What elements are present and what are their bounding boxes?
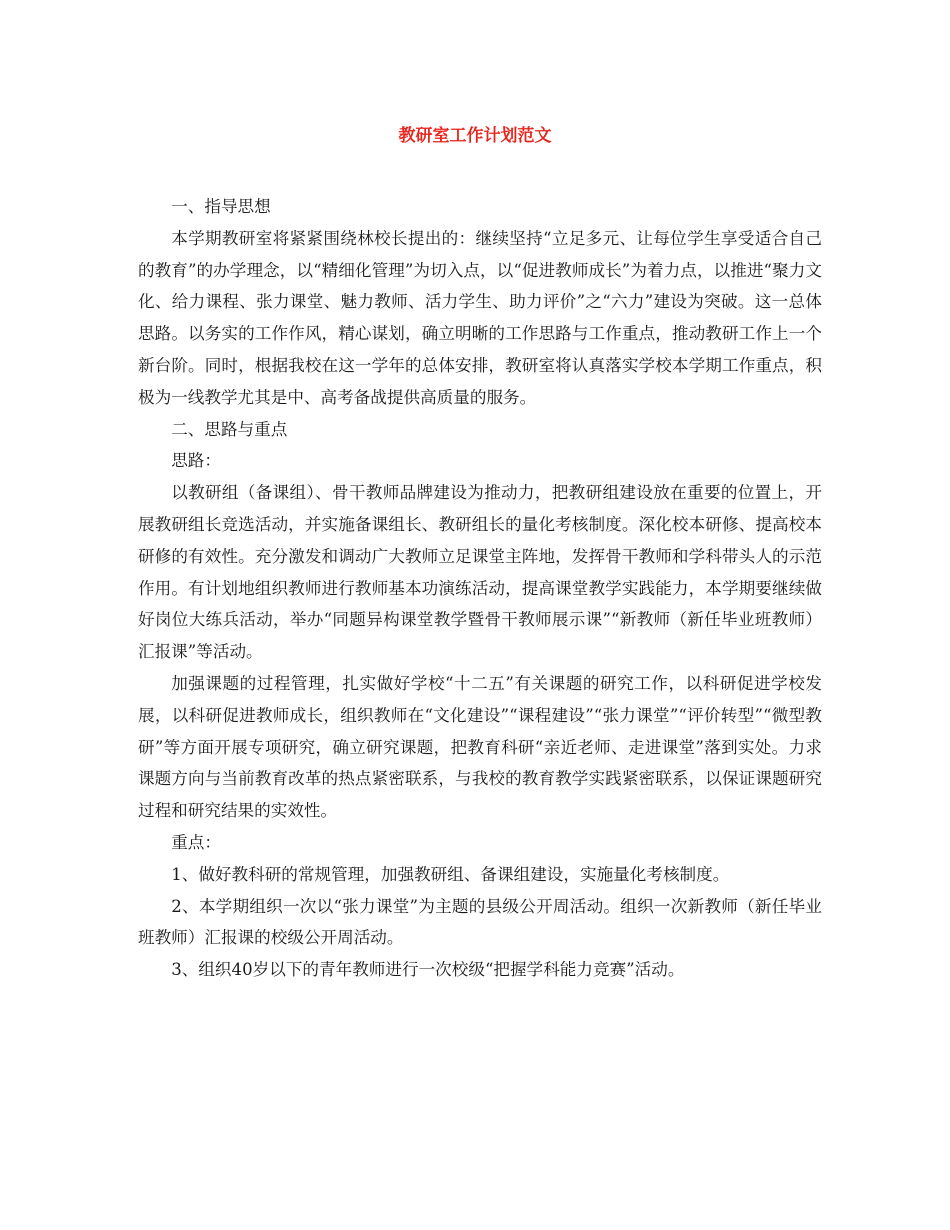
focus-item-2: 2、本学期组织一次以“张力课堂”为主题的县级公开周活动。组织一次新教师（新任毕业班教师）汇报课的校级公开周活动。	[138, 896, 822, 948]
document-body	[138, 191, 822, 986]
focus-item-1: 1、做好教科研的常规管理，加强教研组、备课组建设，实施量化考核制度。	[171, 864, 730, 884]
paragraph-guiding-thought: 本学期教研室将紧紧围绕林校长提出的：继续坚持“立足多元、让每位学生享受适合自己的教育”的办学理念，以“精细化管理”为切入点，以“促进教师成长”为着力点，以推进“聚力文化、给力课程、张力课堂、魅力教师、活力学生、助力评价”之“六力”建设为突破。这一总体思路。以务实的工作作风，精心谋划，确立明晰的工作思路与工作重点，推动教研工作上一个新台阶。同时，根据我校在这一学年的总体安排，教研室将认真落实学校本学期工作重点，积极为一线教学尤其是中、高考备战提供高质量的服务。	[138, 228, 822, 407]
label-ideas: 思路：	[171, 451, 221, 471]
heading-ideas-and-focus: 二、思路与重点	[171, 419, 288, 439]
heading-guiding-thought: 一、指导思想	[171, 197, 271, 216]
focus-item-3: 3、组织40岁以下的青年教师进行一次校级“把握学科能力竞赛”活动。	[171, 960, 685, 980]
document-title: 教研室工作计划范文	[398, 126, 552, 146]
label-focus: 重点：	[171, 832, 221, 852]
paragraph-teaching-research-groups: 以教研组（备课组）、骨干教师品牌建设为推动力，把教研组建设放在重要的位置上，开展教研组长竞选活动，并实施备课组长、教研组长的量化考核制度。深化校本研修、提高校本研修的有效性。充分激发和调动广大教师立足课堂主阵地，发挥骨干教师和学科带头人的示范作用。有计划地组织教师进行教师基本功演练活动，提高课堂教学实践能力，本学期要继续做好岗位大练兵活动，举办“同题异构课堂教学暨骨干教师展示课”“新教师（新任毕业班教师）汇报课”等活动。	[138, 483, 822, 662]
paragraph-research-topics: 加强课题的过程管理，扎实做好学校“十二五”有关课题的研究工作，以科研促进学校发展，以科研促进教师成长，组织教师在“文化建设”“课程建设”“张力课堂”“评价转型”“微型教研”等方面开展专项研究，确立研究课题，把教育科研“亲近老师、走进课堂”落到实处。力求课题方向与当前教育改革的热点紧密联系，与我校的教育教学实践紧密联系，以保证课题研究过程和研究结果的实效性。	[138, 673, 822, 821]
